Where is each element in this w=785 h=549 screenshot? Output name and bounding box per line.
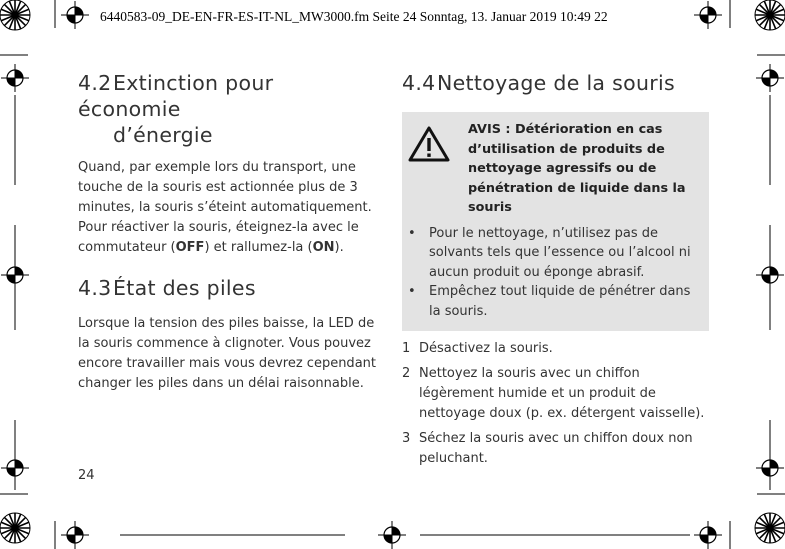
section-number: 4.2 — [78, 71, 112, 95]
section-number: 4.3 — [78, 276, 112, 300]
cleaning-steps — [402, 339, 712, 469]
step-number: 3 — [402, 431, 411, 446]
section-title-line1: Extinction pour économie — [78, 71, 274, 121]
text-span: ) et rallumez-la ( — [204, 240, 313, 255]
file-info-header: 6440583-09_DE-EN-FR-ES-IT-NL_MW3000.fm Seite 24 Sonntag, 13. Januar 2019 10:49 22 — [100, 9, 608, 24]
section-4-4-heading — [402, 70, 712, 96]
step-number: 1 — [402, 341, 411, 356]
paragraph — [78, 218, 378, 258]
step-text: Nettoyez la souris avec un chiffon légèrement humide et un produit de nettoyage doux (p. ex. détergent vaisselle). — [419, 366, 705, 421]
warning-icon — [402, 120, 468, 218]
paragraph: Quand, par exemple lors du transport, une touche de la souris est actionnée plus de 3 minutes, la souris s’éteint automatiquement. — [78, 160, 372, 215]
off-label: OFF — [175, 240, 205, 255]
section-4-3-heading — [78, 275, 378, 301]
warning-box — [402, 112, 709, 331]
text-span: Pour réactiver la souris, éteignez-la avec le commutateur ( — [78, 220, 359, 255]
step-text: Séchez la souris avec un chiffon doux non peluchant. — [419, 431, 693, 466]
list-item — [402, 339, 712, 359]
warning-bullet-list — [402, 224, 699, 322]
on-label: ON — [312, 240, 335, 255]
section-title-line2: d’énergie — [113, 123, 213, 147]
list-item: • Empêchez tout liquide de pénétrer dans la souris. — [408, 282, 699, 321]
left-column — [78, 70, 378, 394]
section-title: État des piles — [113, 276, 256, 300]
list-item: • Pour le nettoyage, n’utilisez pas de solvants tels que l’essence ou l’alcool ni aucun produit ou éponge abrasif. — [408, 224, 699, 283]
section-title: Nettoyage de la souris — [437, 71, 675, 95]
list-item — [402, 429, 712, 469]
warning-text: AVIS : Détérioration en cas d’utilisation de produits de nettoyage agressifs ou de pénétration de liquide dans la souris — [468, 122, 686, 215]
section-number: 4.4 — [402, 71, 436, 95]
step-number: 2 — [402, 366, 411, 381]
list-item — [402, 364, 712, 424]
text-span: ). — [334, 240, 344, 255]
right-column — [402, 70, 712, 474]
paragraph: Lorsque la tension des piles baisse, la LED de la souris commence à clignoter. Vous pouvez encore travailler mais vous devrez cependant changer les piles dans un délai raisonnable. — [78, 316, 376, 391]
page-number: 24 — [78, 468, 95, 483]
step-text: Désactivez la souris. — [419, 341, 553, 356]
section-4-2-heading — [78, 70, 378, 148]
